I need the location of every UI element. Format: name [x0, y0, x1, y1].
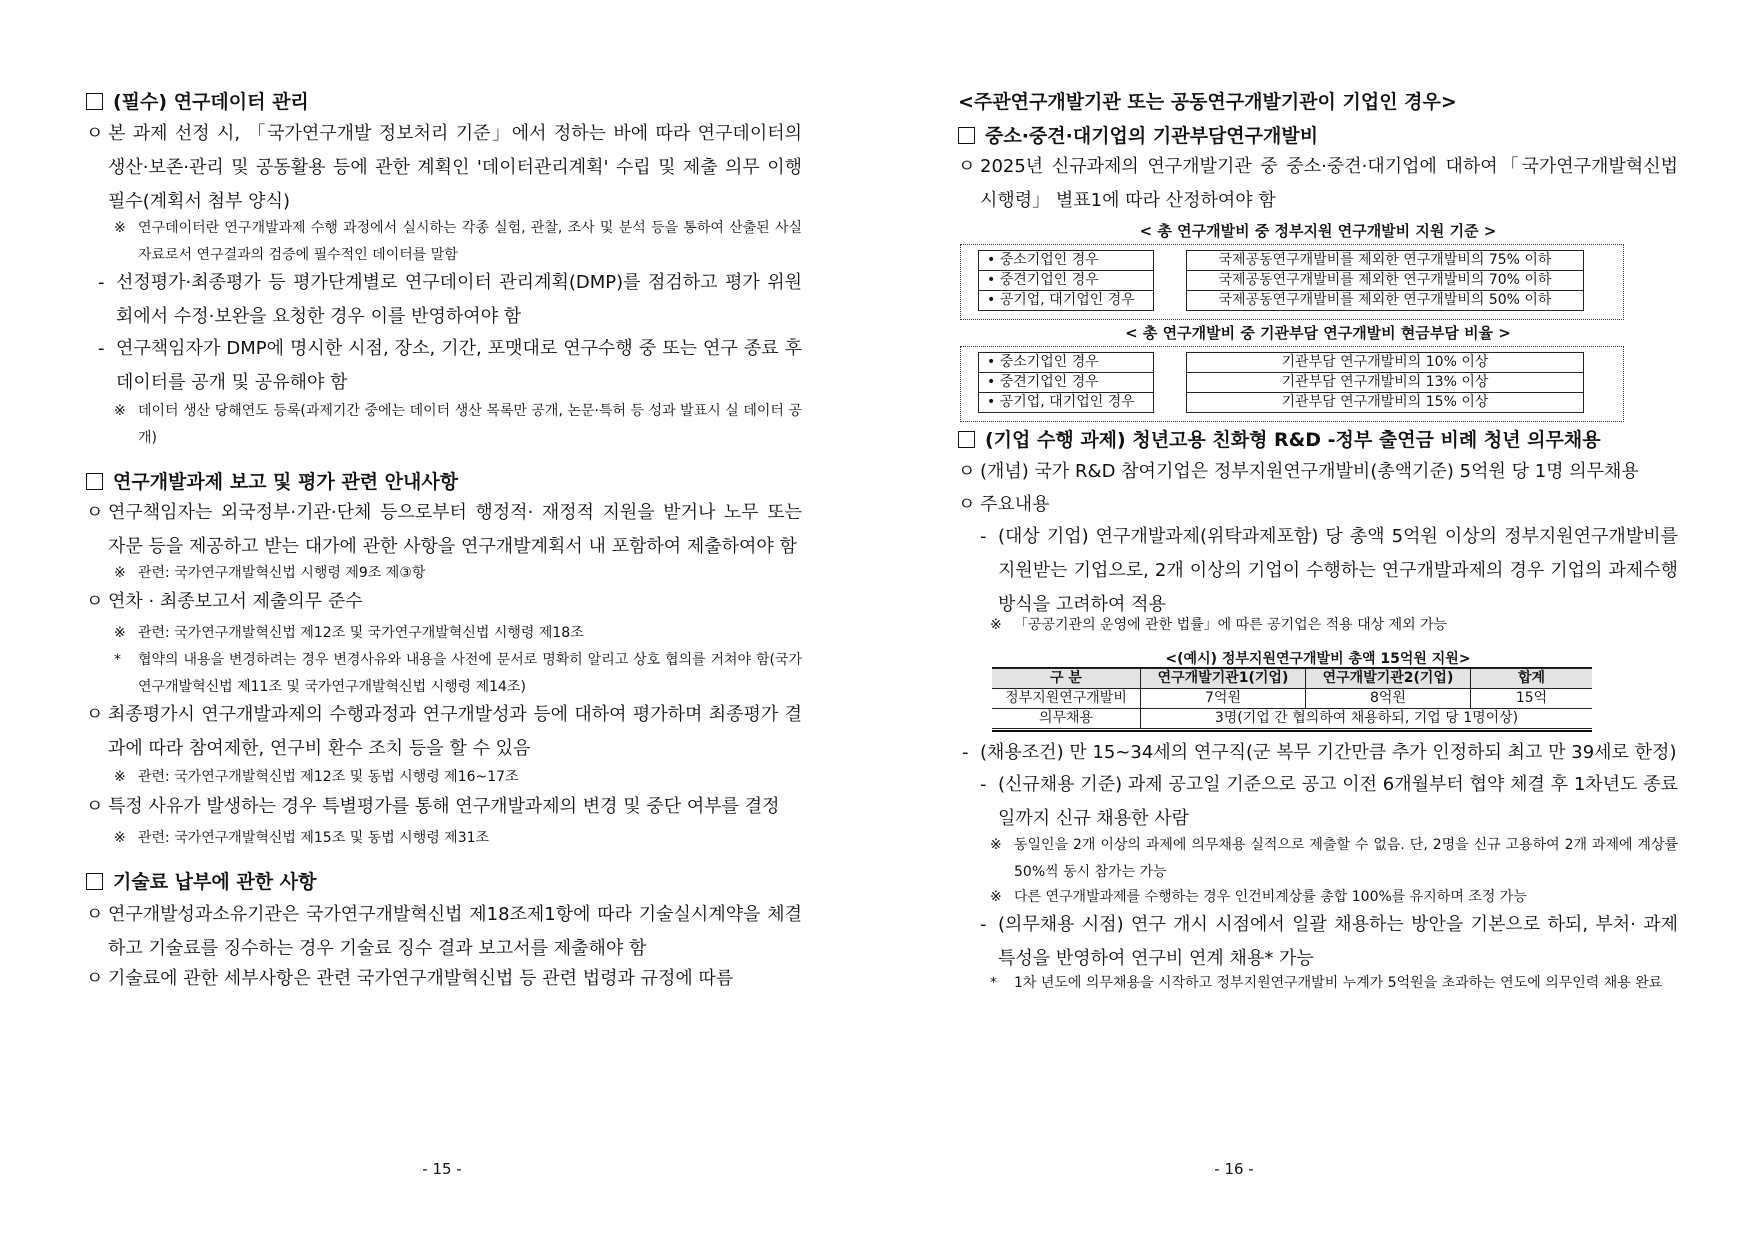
circle-bullet-icon: ㅇ	[958, 461, 976, 482]
paragraph: ㅇ 연차 · 최종보고서 제출의무 준수	[108, 585, 802, 619]
table-row	[979, 353, 1584, 373]
note: ※ 관련: 국가연구개발혁신법 제15조 및 동법 시행령 제31조	[138, 825, 802, 852]
note: ※ 동일인을 2개 이상의 과제에 의무채용 실적으로 제출할 수 없음. 단, 2명을 신규 고용하여 2개 과제에 계상률 50%씩 동시 참가는 가능	[1014, 832, 1678, 886]
table-row	[979, 393, 1584, 413]
circle-bullet-icon: ㅇ	[958, 156, 976, 177]
checkbox-square-icon	[86, 873, 103, 890]
checkbox-square-icon	[86, 93, 103, 110]
note: ※ 관련: 국가연구개발혁신법 제12조 및 국가연구개발혁신법 시행령 제18조	[138, 620, 802, 647]
reference-mark-icon: ※	[114, 769, 126, 785]
dash-paragraph: - (의무채용 시점) 연구 개시 시점에서 일괄 채용하는 방안을 기본으로 하되, 부처· 과제 특성을 반영하여 연구비 연계 채용* 가능	[998, 908, 1678, 976]
circle-bullet-icon: ㅇ	[86, 796, 104, 817]
dash-bullet-icon: -	[98, 272, 105, 293]
table-header: 연구개발기관2(기업)	[1306, 669, 1471, 689]
dash-paragraph: - 선정평가·최종평가 등 평가단계별로 연구데이터 관리계획(DMP)를 점검하고 평가 위원회에서 수정·보완을 요청한 경우 이를 반영하여야 함	[116, 266, 802, 334]
page-subtitle: <주관연구개발기관 또는 공동연구개발기관이 기업인 경우>	[958, 91, 1457, 113]
dash-bullet-icon: -	[980, 774, 987, 795]
table-row	[979, 291, 1584, 311]
table-cell: 정부지원연구개발비	[992, 689, 1141, 709]
table-cell: 국제공동연구개발비를 제외한 연구개발비의 75% 이하	[1187, 251, 1584, 271]
section-heading-report-evaluation: 연구개발과제 보고 및 평가 관련 안내사항	[86, 468, 802, 496]
paragraph: ㅇ 특정 사유가 발생하는 경우 특별평가를 통해 연구개발과제의 변경 및 중단 여부를 결정	[108, 790, 802, 824]
table-cell: 8억원	[1306, 689, 1471, 709]
circle-bullet-icon: ㅇ	[86, 591, 104, 612]
left-page	[86, 0, 802, 1240]
table-cell: • 공기업, 대기업인 경우	[979, 291, 1154, 311]
table-cell: • 공기업, 대기업인 경우	[979, 393, 1154, 413]
note: ※ 관련: 국가연구개발혁신법 제12조 및 동법 시행령 제16~17조	[138, 764, 802, 791]
checkbox-square-icon	[86, 473, 103, 490]
table-cell: 의무채용	[992, 709, 1141, 729]
reference-mark-icon: ※	[114, 565, 126, 581]
table-row	[979, 271, 1584, 291]
note: * 1차 년도에 의무채용을 시작하고 정부지원연구개발비 누계가 5억원을 초과하는 연도에 의무인력 채용 완료	[1014, 970, 1678, 997]
circle-bullet-icon: ㅇ	[86, 502, 104, 523]
table-header: 합계	[1471, 669, 1593, 689]
table-cell: 3명(기업 간 협의하여 채용하되, 기업 당 1명이상)	[1141, 709, 1593, 729]
table-title: < 총 연구개발비 중 정부지원 연구개발비 지원 기준 >	[1139, 222, 1497, 240]
circle-bullet-icon: ㅇ	[86, 968, 104, 989]
reference-mark-icon: ※	[114, 220, 126, 236]
dash-bullet-icon: -	[980, 526, 987, 547]
table-cell: • 중소기업인 경우	[979, 353, 1154, 373]
page-number: - 16 -	[1214, 1160, 1254, 1178]
table-cell: • 중견기업인 경우	[979, 373, 1154, 393]
section-heading-institution-share: 중소·중견·대기업의 기관부담연구개발비	[958, 122, 1678, 150]
table-cell: 기관부담 연구개발비의 10% 이상	[1187, 353, 1584, 373]
section-heading-youth-hiring: (기업 수행 과제) 청년고용 친화형 R&D -정부 출연금 비례 청년 의무채용	[958, 426, 1678, 454]
dash-bullet-icon: -	[98, 338, 105, 359]
table-cell: 기관부담 연구개발비의 15% 이상	[1187, 393, 1584, 413]
table-row	[979, 251, 1584, 271]
table-cell: • 중견기업인 경우	[979, 271, 1154, 291]
table-title: < 총 연구개발비 중 기관부담 연구개발비 현금부담 비율 >	[1125, 324, 1511, 342]
note: ※ 다른 연구개발과제를 수행하는 경우 인건비계상률 총합 100%를 유지하며 조정 가능	[1014, 884, 1678, 911]
example-table-title: <(예시) 정부지원연구개발비 총액 15억원 지원>	[1165, 651, 1471, 667]
table-header-row	[992, 669, 1592, 689]
reference-mark-icon: ※	[990, 617, 1002, 633]
right-page	[958, 0, 1678, 1240]
page-number: - 15 -	[422, 1160, 462, 1178]
paragraph: ㅇ 연구책임자는 외국정부·기관·단체 등으로부터 행정적· 재정적 지원을 받거나 노무 또는 자문 등을 제공하고 받는 대가에 관한 사항을 연구개발계획서 내 포함하여 제출하여야 함	[108, 496, 802, 564]
circle-bullet-icon: ㅇ	[958, 494, 976, 515]
table-header: 연구개발기관1(기업)	[1141, 669, 1306, 689]
paragraph: ㅇ 연구개발성과소유기관은 국가연구개발혁신법 제18조제1항에 따라 기술실시계약을 체결하고 기술료를 징수하는 경우 기술료 징수 결과 보고서를 제출해야 함	[108, 898, 802, 966]
table-cell: 15억	[1471, 689, 1593, 709]
paragraph: ㅇ 2025년 신규과제의 연구개발기관 중 중소·중견·대기업에 대하여「국가연구개발혁신법 시행령」 별표1에 따라 산정하여야 함	[980, 150, 1678, 218]
example-table	[992, 668, 1592, 729]
section-heading-technology-fee: 기술료 납부에 관한 사항	[86, 868, 802, 896]
table-cell: 국제공동연구개발비를 제외한 연구개발비의 70% 이하	[1187, 271, 1584, 291]
asterisk-icon: *	[114, 652, 121, 668]
paragraph: ㅇ 기술료에 관한 세부사항은 관련 국가연구개발혁신법 등 관련 법령과 규정에 따름	[108, 962, 802, 996]
paragraph: ㅇ 본 과제 선정 시, 「국가연구개발 정보처리 기준」에서 정하는 바에 따라 연구데이터의 생산·보존·관리 및 공동활용 등에 관한 계획인 '데이터관리계획' 수립 및 제출 의무 이행 필수(계획서 첨부 양식)	[108, 117, 802, 219]
table-cell: 국제공동연구개발비를 제외한 연구개발비의 50% 이하	[1187, 291, 1584, 311]
table-cell: 기관부담 연구개발비의 13% 이상	[1187, 373, 1584, 393]
paragraph: ㅇ 최종평가시 연구개발과제의 수행과정과 연구개발성과 등에 대하여 평가하며 최종평가 결과에 따라 참여제한, 연구비 환수 조치 등을 할 수 있음	[108, 698, 802, 766]
support-criteria-table	[978, 250, 1584, 311]
checkbox-square-icon	[958, 127, 975, 144]
table-row	[992, 709, 1592, 729]
reference-mark-icon: ※	[114, 625, 126, 641]
section-heading-research-data: (필수) 연구데이터 관리	[86, 88, 802, 116]
paragraph: ㅇ 주요내용	[980, 488, 1678, 522]
reference-mark-icon: ※	[114, 830, 126, 846]
table-cell: 7억원	[1141, 689, 1306, 709]
dash-paragraph: - (대상 기업) 연구개발과제(위탁과제포함) 당 총액 5억원 이상의 정부지원연구개발비를 지원받는 기업으로, 2개 이상의 기업이 수행하는 연구개발과제의 경우 기업의 과제수행 방식을 고려하여 적용	[998, 520, 1678, 622]
table-row	[979, 373, 1584, 393]
table-header: 구 분	[992, 669, 1141, 689]
dash-paragraph: - (채용조건) 만 15~34세의 연구직(군 복무 기간만큼 추가 인정하되 최고 만 39세로 한정)	[980, 736, 1678, 770]
checkbox-square-icon	[958, 431, 975, 448]
circle-bullet-icon: ㅇ	[86, 904, 104, 925]
dash-paragraph: - (신규채용 기준) 과제 공고일 기준으로 공고 이전 6개월부터 협약 체결 후 1차년도 종료일까지 신규 채용한 사람	[998, 768, 1678, 836]
table-row	[992, 689, 1592, 709]
note: * 협약의 내용을 변경하려는 경우 변경사유와 내용을 사전에 문서로 명확히 알리고 상호 협의를 거쳐야 함(국가연구개발혁신법 제11조 및 국가연구개발혁신법 시행령 제14조)	[138, 647, 802, 701]
note: ※ 연구데이터란 연구개발과제 수행 과정에서 실시하는 각종 실험, 관찰, 조사 및 분석 등을 통하여 산출된 사실 자료로서 연구결과의 검증에 필수적인 데이터를 말함	[138, 215, 802, 269]
note: ※ 「공공기관의 운영에 관한 법률」에 따른 공기업은 적용 대상 제외 가능	[1014, 612, 1678, 639]
reference-mark-icon: ※	[990, 889, 1002, 905]
asterisk-icon: *	[990, 975, 997, 991]
table-cell: • 중소기업인 경우	[979, 251, 1154, 271]
dash-bullet-icon: -	[962, 742, 969, 763]
note: ※ 데이터 생산 당해연도 등록(과제기간 중에는 데이터 생산 목록만 공개, 논문·특허 등 성과 발표시 실 데이터 공개)	[138, 398, 802, 452]
reference-mark-icon: ※	[990, 837, 1002, 853]
dash-bullet-icon: -	[980, 914, 987, 935]
reference-mark-icon: ※	[114, 403, 126, 419]
circle-bullet-icon: ㅇ	[86, 123, 104, 144]
cash-ratio-table	[978, 352, 1584, 413]
paragraph: ㅇ (개념) 국가 R&D 참여기업은 정부지원연구개발비(총액기준) 5억원 당 1명 의무채용	[980, 455, 1678, 489]
note: ※ 관련: 국가연구개발혁신법 시행령 제9조 제③항	[138, 560, 802, 587]
circle-bullet-icon: ㅇ	[86, 704, 104, 725]
dash-paragraph: - 연구책임자가 DMP에 명시한 시점, 장소, 기간, 포맷대로 연구수행 중 또는 연구 종료 후 데이터를 공개 및 공유해야 함	[116, 332, 802, 400]
